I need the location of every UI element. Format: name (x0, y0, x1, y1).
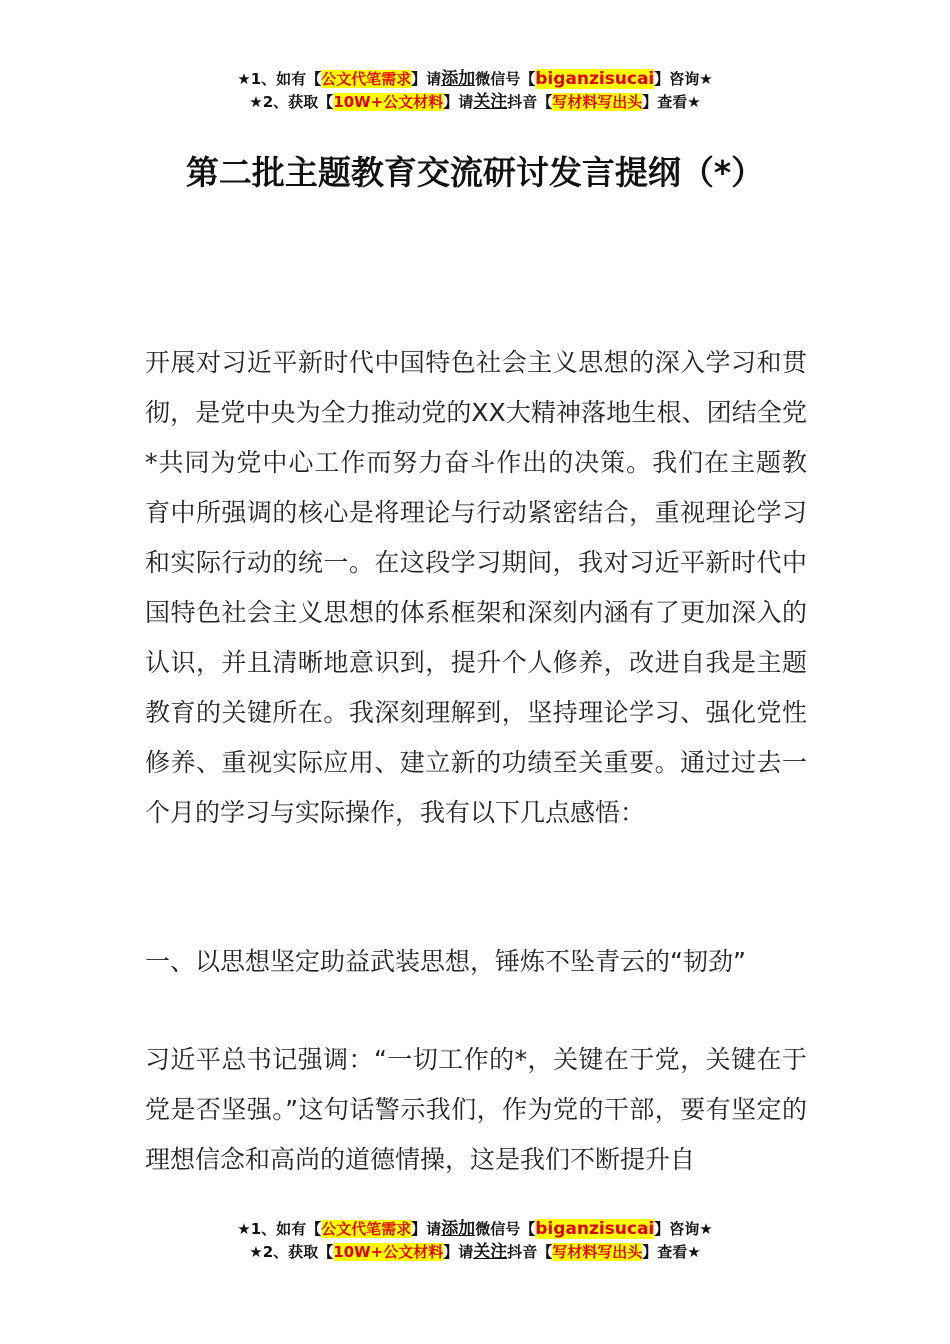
promo-text: ★1、如有【 (237, 70, 322, 88)
promo-line-2 (0, 91, 950, 114)
promo-highlight: 公文代笔需求 (321, 70, 412, 88)
promo-text: 】咨询★ (654, 70, 713, 88)
promo-highlight: 公文代笔需求 (321, 1220, 412, 1238)
promo-text: 微信号【 (475, 70, 536, 88)
body-paragraph: 开展对习近平新时代中国特色社会主义思想的深入学习和贯彻，是党中央为全力推动党的XX大精神落地生根、团结全党*共同为党中心工作而努力奋斗作出的决策。我们在主题教育中所强调的核心是将理论与行动紧密结合，重视理论学习和实际行动的统一。在这段学习期间，我对习近平新时代中国特色社会主义思想的体系框架和深刻内涵有了更加深入的认识，并且清晰地意识到，提升个人修养，改进自我是主题教育的关键所在。我深刻理解到，坚持理论学习、强化党性修养、重视实际应用、建立新的功绩至关重要。通过过去一个月的学习与实际操作，我有以下几点感悟： (145, 348, 807, 827)
promo-text: 】咨询★ (654, 1220, 713, 1238)
promo-text: ★1、如有【 (237, 1220, 322, 1238)
promo-text: 】请 (443, 93, 474, 111)
promo-text: ★2、获取【 (249, 93, 334, 111)
promo-highlight: biganzisucai (535, 69, 655, 89)
promo-text: 】请 (443, 1243, 474, 1261)
promo-text: 抖音【 (507, 93, 553, 111)
body-paragraph: 习近平总书记强调：“一切工作的*，关键在于党，关键在于党是否坚强。”这句话警示我们，作为党的干部，要有坚定的理想信念和高尚的道德情操，这是我们不断提升自 (145, 1045, 807, 1174)
promo-underlined-text: 关注 (473, 1242, 508, 1262)
promo-text: 】查看★ (642, 93, 701, 111)
document-title: 第二批主题教育交流研讨发言提纲（*） (185, 153, 765, 192)
promo-highlight: 10W+公文材料 (333, 1243, 444, 1261)
promo-highlight: 写材料写出头 (552, 1243, 643, 1261)
promo-banner-top (0, 68, 950, 114)
promo-underlined-text: 添加 (441, 1219, 476, 1239)
promo-highlight: biganzisucai (535, 1219, 655, 1239)
promo-highlight: 写材料写出头 (552, 93, 643, 111)
promo-underlined-text: 关注 (473, 92, 508, 112)
promo-text: 抖音【 (507, 1243, 553, 1261)
promo-banner-bottom (0, 1218, 950, 1264)
promo-text: 】请 (411, 1220, 442, 1238)
promo-underlined-text: 添加 (441, 69, 476, 89)
promo-text: 微信号【 (475, 1220, 536, 1238)
section-heading: 一、以思想坚定助益武装思想，锤炼不坠青云的“韧劲” (145, 947, 746, 976)
promo-text: 】请 (411, 70, 442, 88)
promo-line-2 (0, 1241, 950, 1264)
promo-line-1 (0, 1218, 950, 1241)
promo-line-1 (0, 68, 950, 91)
promo-highlight: 10W+公文材料 (333, 93, 444, 111)
promo-text: ★2、获取【 (249, 1243, 334, 1261)
promo-text: 】查看★ (642, 1243, 701, 1261)
